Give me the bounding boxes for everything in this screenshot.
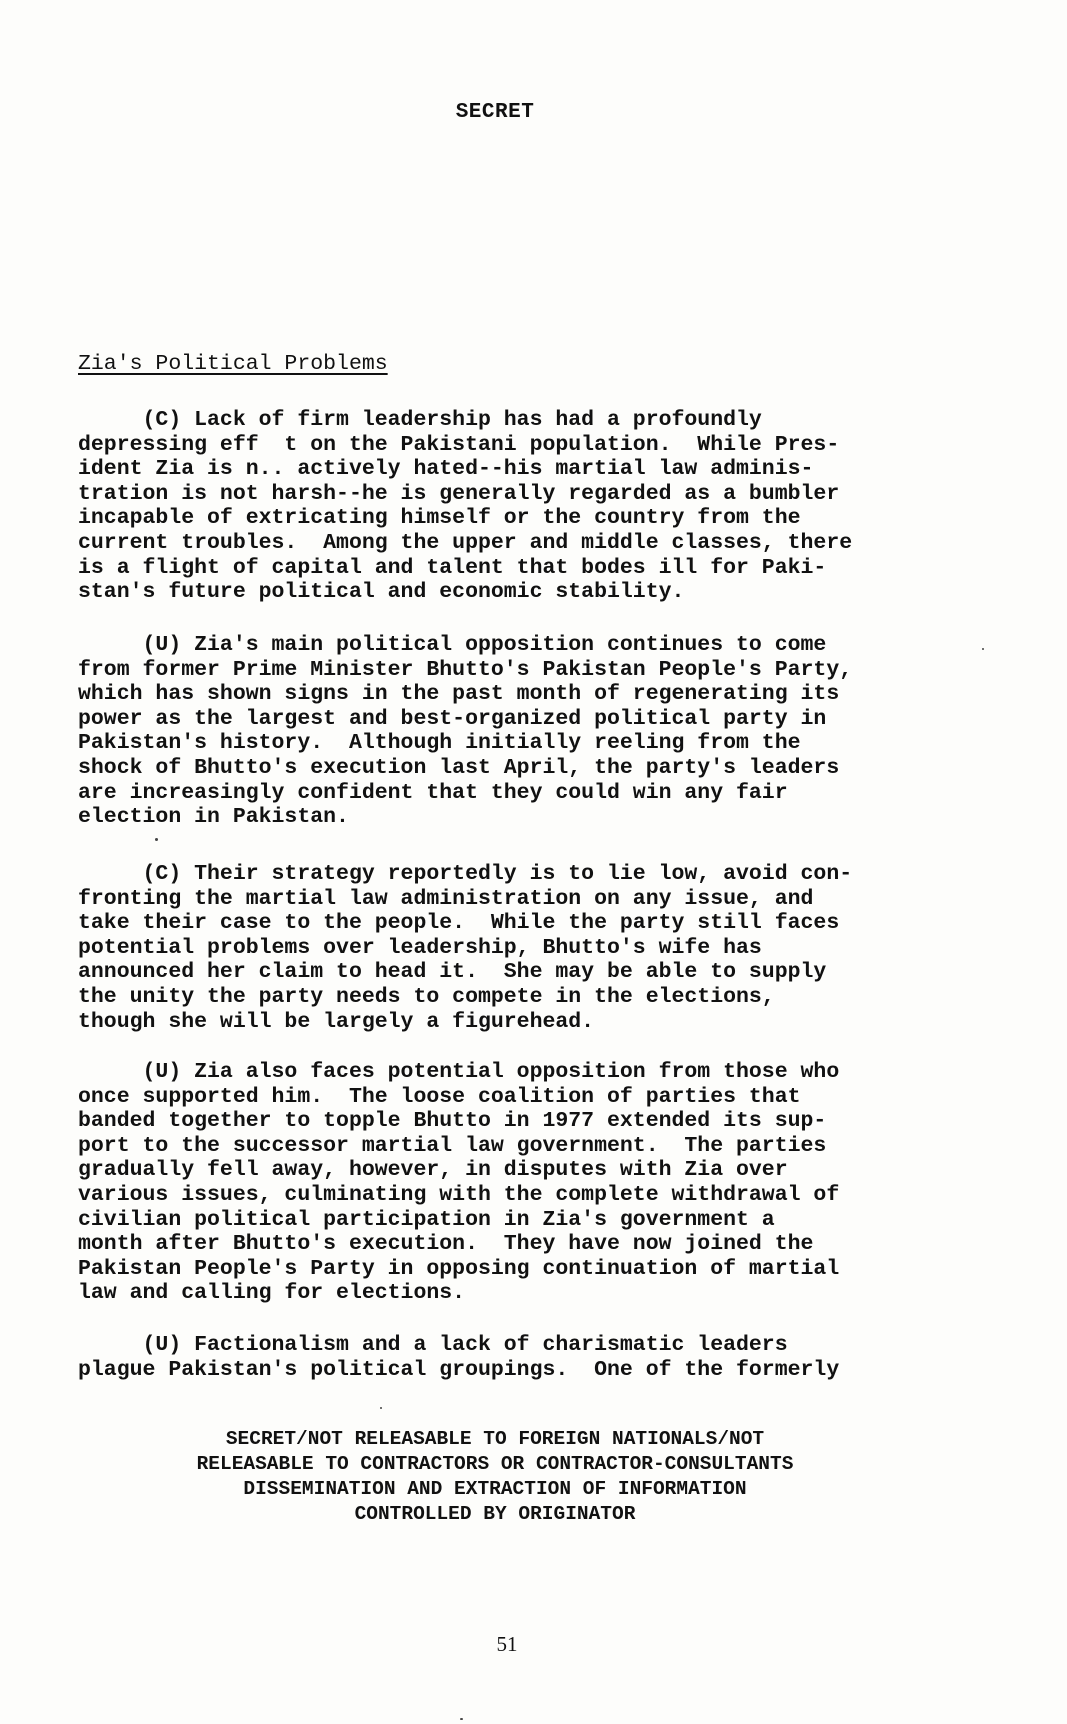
text-line: election in Pakistan. bbox=[78, 805, 349, 830]
text-line: announced her claim to head it. She may be able to supply bbox=[78, 960, 827, 985]
section-heading: Zia's Political Problems bbox=[78, 352, 388, 376]
text-line: ident Zia is n.. actively hated--his martial law adminis- bbox=[78, 457, 814, 482]
text-line: from former Prime Minister Bhutto's Pakistan People's Party, bbox=[78, 657, 853, 682]
control-marking-line: CONTROLLED BY ORIGINATOR bbox=[354, 1503, 636, 1525]
text-line: once supported him. The loose coalition of parties that bbox=[78, 1084, 801, 1109]
text-line: are increasingly confident that they could win any fair bbox=[78, 780, 788, 805]
paragraph bbox=[78, 633, 978, 830]
text-line: (U) Factionalism and a lack of charismatic leaders bbox=[78, 1333, 788, 1357]
text-line: month after Bhutto's execution. They have now joined the bbox=[78, 1232, 814, 1257]
text-line: (C) Lack of firm leadership has had a profoundly bbox=[78, 408, 762, 432]
text-line: current troubles. Among the upper and middle classes, there bbox=[78, 530, 853, 555]
text-line: law and calling for elections. bbox=[78, 1281, 466, 1306]
text-line: is a flight of capital and talent that bodes ill for Paki- bbox=[78, 555, 827, 580]
page-number: 51 bbox=[496, 1632, 518, 1656]
scan-speck bbox=[982, 648, 984, 650]
scan-speck bbox=[380, 1407, 382, 1409]
text-line: potential problems over leadership, Bhutto's wife has bbox=[78, 935, 762, 960]
paragraph bbox=[78, 1060, 978, 1306]
text-line: (U) Zia also faces potential opposition from those who bbox=[78, 1060, 840, 1084]
control-marking-line: DISSEMINATION AND EXTRACTION OF INFORMATION bbox=[243, 1478, 747, 1500]
classification-header: SECRET bbox=[455, 101, 535, 124]
scan-speck bbox=[460, 1718, 463, 1720]
text-line: depressing eff t on the Pakistani population. While Pres- bbox=[78, 432, 840, 457]
text-line: civilian political participation in Zia's government a bbox=[78, 1207, 775, 1232]
text-line: (U) Zia's main political opposition continues to come bbox=[78, 633, 827, 657]
text-line: tration is not harsh--he is generally regarded as a bumbler bbox=[78, 481, 840, 506]
paragraph bbox=[78, 862, 978, 1034]
text-line: gradually fell away, however, in disputes with Zia over bbox=[78, 1158, 788, 1183]
paragraph bbox=[78, 408, 978, 605]
text-line: (C) Their strategy reportedly is to lie low, avoid con- bbox=[78, 862, 853, 886]
text-line: shock of Bhutto's execution last April, the party's leaders bbox=[78, 755, 840, 780]
text-line: power as the largest and best-organized political party in bbox=[78, 706, 827, 731]
text-line: banded together to topple Bhutto in 1977 extended its sup- bbox=[78, 1109, 827, 1134]
text-line: though she will be largely a figurehead. bbox=[78, 1009, 595, 1034]
scan-speck bbox=[155, 838, 158, 841]
text-line: Pakistan People's Party in opposing continuation of martial bbox=[78, 1256, 840, 1281]
paragraph bbox=[78, 1333, 978, 1382]
text-line: stan's future political and economic stability. bbox=[78, 580, 685, 605]
dissemination-control-markings bbox=[0, 1427, 990, 1527]
control-marking-line: RELEASABLE TO CONTRACTORS OR CONTRACTOR-CONSULTANTS bbox=[196, 1453, 794, 1475]
text-line: Pakistan's history. Although initially reeling from the bbox=[78, 731, 801, 756]
text-line: which has shown signs in the past month of regenerating its bbox=[78, 682, 840, 707]
control-marking-line: SECRET/NOT RELEASABLE TO FOREIGN NATIONALS/NOT bbox=[225, 1428, 765, 1450]
text-line: plague Pakistan's political groupings. One of the formerly bbox=[78, 1357, 840, 1382]
text-line: the unity the party needs to compete in the elections, bbox=[78, 984, 775, 1009]
text-line: various issues, culminating with the complete withdrawal of bbox=[78, 1182, 840, 1207]
text-line: port to the successor martial law government. The parties bbox=[78, 1133, 827, 1158]
text-line: take their case to the people. While the party still faces bbox=[78, 911, 840, 936]
text-line: fronting the martial law administration on any issue, and bbox=[78, 886, 814, 911]
text-line: incapable of extricating himself or the country from the bbox=[78, 506, 801, 531]
